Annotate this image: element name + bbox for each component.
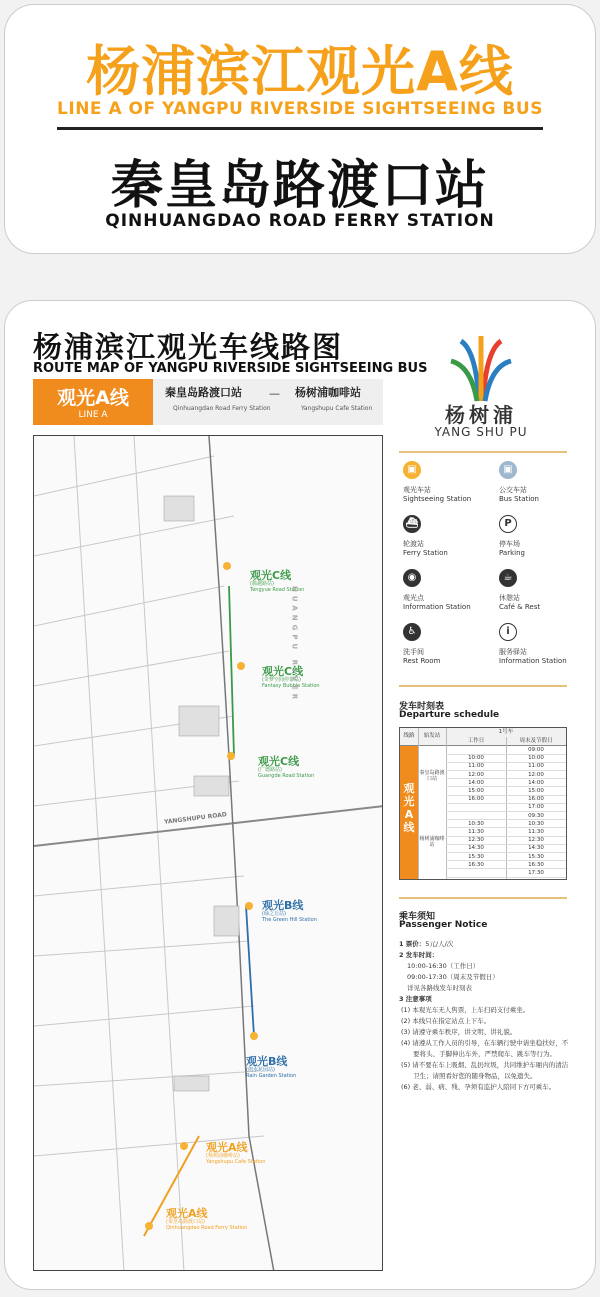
legend-item	[499, 623, 583, 665]
sched-divider	[418, 728, 419, 879]
rules-label: 3 注意事项	[399, 995, 432, 1003]
schedule-table	[399, 727, 567, 880]
notice-top-rule	[399, 897, 567, 899]
info-icon: i	[499, 623, 517, 641]
map-label-c3	[258, 756, 314, 779]
col-line: 线路	[403, 733, 415, 739]
legend-top-rule	[399, 451, 567, 453]
schedule-title-en: Departure schedule	[399, 710, 500, 720]
col-weekend: 周末及节假日	[519, 738, 553, 744]
b2-name: 观光B线	[246, 1055, 288, 1068]
a2-name: 观光A线	[166, 1207, 208, 1220]
rule-item: (2) 本线只在指定站点上下车。	[401, 1017, 491, 1025]
legend-bottom-rule	[399, 685, 567, 687]
schedule-cell-weekend: 09:30	[506, 813, 566, 821]
schedule-cell-weekend: 17:30	[506, 870, 566, 878]
a2-station-marker	[145, 1222, 153, 1230]
a1-station-marker	[180, 1142, 188, 1150]
rule-item: (3) 请遵守乘车秩序，讲文明、讲礼貌。	[401, 1028, 517, 1036]
c1-name: 观光C线	[250, 569, 292, 582]
logo-text-en: YANG SHU PU	[434, 425, 528, 439]
bus-stop-icon: ▣	[499, 461, 517, 479]
schedule-cell-weekend: 15:30	[506, 854, 566, 862]
building-marker	[214, 906, 239, 936]
legend-item	[499, 515, 583, 557]
time-weekend: 09:00-17:30（周末及节假日）	[407, 973, 499, 981]
parking-icon: P	[499, 515, 517, 533]
notice-body	[399, 939, 569, 1093]
a1-en: Yangshupu Cafe Station	[206, 1158, 266, 1165]
notice-title-en: Passenger Notice	[399, 920, 488, 930]
b2-sub: (雨水花园站)	[246, 1067, 275, 1074]
a2-en: Qinhuangdao Road Ferry Station	[166, 1224, 248, 1231]
building-marker	[174, 1076, 209, 1091]
schedule-cell-workday	[446, 813, 506, 821]
yangshupu-road	[34, 806, 383, 846]
c2-sub: (奇梦空间停靠站)	[262, 677, 301, 684]
map-road	[34, 586, 224, 626]
line-b-route	[246, 906, 254, 1036]
schedule-cell-workday: 10:00	[446, 755, 506, 763]
c3-sub: (广德路站)	[258, 767, 282, 774]
a1-sub: (杨树浦咖啡站)	[206, 1153, 240, 1160]
restroom-icon: ♿	[403, 623, 421, 641]
c2-station-marker	[237, 662, 245, 670]
map-label-a1	[206, 1142, 265, 1165]
legend-item	[403, 623, 487, 665]
schedule-cell-weekend: 09:00	[506, 747, 566, 755]
schedule-cell-weekend: 15:00	[506, 788, 566, 796]
rule-item: (6) 老、弱、病、残、孕须有监护人陪同下方可乘车。	[401, 1083, 556, 1091]
fare-value: 5元/人/次	[425, 940, 454, 948]
schedule-cell-weekend: 14:00	[506, 780, 566, 788]
map-road	[34, 651, 229, 686]
legend-label-cn: 轮渡站	[403, 540, 424, 548]
rule-item: (5) 请不要在车上吸烟、乱扔垃圾，共同维护车厢内的清洁卫生；请照看好您的随身物品，以免遗失。	[401, 1061, 569, 1080]
schedule-cell-weekend: 16:30	[506, 862, 566, 870]
schedule-cell-workday: 14:30	[446, 845, 506, 853]
map-road	[34, 516, 234, 556]
schedule-cell-weekend: 14:30	[506, 845, 566, 853]
schedule-cell-weekend: 11:30	[506, 829, 566, 837]
c3-name: 观光C线	[258, 755, 300, 768]
rule-item: (1) 本观光车无人售票，上车扫码支付乘坐。	[401, 1006, 530, 1014]
c2-name: 观光C线	[262, 665, 304, 678]
schedule-line-label: 观光A线	[400, 746, 418, 879]
legend-label-cn: 观光点	[403, 594, 424, 602]
b2-en: Rain Garden Station	[246, 1072, 297, 1079]
a1-name: 观光A线	[206, 1141, 248, 1154]
line-subtitle: LINE A OF YANGPU RIVERSIDE SIGHTSEEING BUS	[57, 99, 543, 119]
schedule-cell-weekend: 12:00	[506, 772, 566, 780]
col-station: 始发站	[423, 733, 441, 739]
route-to-station: 杨树浦咖啡站	[295, 386, 361, 399]
legend-label-cn: 服务驿站	[499, 648, 527, 656]
c1-sub: (腾越路站)	[250, 581, 274, 588]
schedule-cell-workday: 12:30	[446, 837, 506, 845]
schedule-cell-workday	[446, 870, 506, 878]
legend-label-en: Information Station	[403, 603, 471, 611]
legend-label-en: Sightseeing Station	[403, 495, 472, 503]
schedule-station-1: 秦皇岛路渡口站	[419, 770, 445, 782]
col-bus: 1号车	[498, 729, 514, 735]
map-road	[74, 436, 124, 1271]
line-c-route	[229, 586, 234, 756]
legend-label-en: Ferry Station	[403, 549, 448, 557]
road-label: YANGSHUPU ROAD	[163, 811, 228, 826]
b1-name: 观光B线	[262, 899, 304, 912]
legend-item	[403, 569, 487, 611]
schedule-title: 发车时刻表	[399, 702, 445, 712]
time-workday: 10:00-16:30（工作日）	[407, 962, 480, 970]
map-title: 杨浦滨江观光车线路图	[33, 330, 344, 364]
b1-en: The Green Hill Station	[262, 916, 317, 923]
legend-label-cn: 公交车站	[499, 486, 527, 494]
schedule-cell-weekend: 16:00	[506, 796, 566, 804]
legend-label-cn: 观光车站	[403, 486, 431, 494]
schedule-cell-workday: 11:30	[446, 829, 506, 837]
legend-label-en: Parking	[499, 549, 525, 557]
a2-sub: (秦皇岛路渡口站)	[166, 1219, 205, 1226]
notice-title: 乘车须知	[399, 912, 436, 922]
schedule-cell-workday: 15:00	[446, 788, 506, 796]
legend-label-en: Rest Room	[403, 657, 441, 665]
c3-station-marker	[227, 752, 235, 760]
legend-item	[403, 461, 487, 503]
header-divider	[57, 127, 543, 130]
b1-sub: (绿之丘站)	[262, 911, 286, 918]
c1-station-marker	[223, 562, 231, 570]
river-label: HUANGPU RIVER	[290, 586, 299, 704]
col-workday: 工作日	[467, 738, 485, 744]
schedule-cell-weekend: 11:00	[506, 763, 566, 771]
route-from-station-en: Qinhuangdao Road Ferry Station	[173, 405, 271, 412]
fare-label: 1 票价：	[399, 940, 426, 948]
line-badge	[33, 379, 153, 425]
c1-en: Tengyue Road Station	[250, 586, 305, 593]
map-road	[34, 456, 214, 496]
station-title: 秦皇岛路渡口站	[110, 156, 489, 216]
station-subtitle: QINHUANGDAO ROAD FERRY STATION	[105, 211, 495, 231]
schedule-cell-workday: 10:30	[446, 821, 506, 829]
route-map	[33, 435, 383, 1271]
building-marker	[194, 776, 229, 796]
route-from-station: 秦皇岛路渡口站	[165, 386, 242, 399]
building-marker	[179, 706, 219, 736]
schedule-cell-workday: 11:00	[446, 763, 506, 771]
legend-label-en: Bus Station	[499, 495, 539, 503]
logo-text-cn: 杨树浦	[445, 403, 517, 427]
route-dash: —	[269, 387, 280, 400]
legend-label-cn: 停车场	[499, 540, 520, 548]
c3-en: Guangde Road Station	[258, 772, 315, 779]
b2-station-marker	[250, 1032, 258, 1040]
map-label-b2	[246, 1056, 296, 1079]
map-road	[34, 941, 249, 956]
map-subtitle: ROUTE MAP OF YANGPU RIVERSIDE SIGHTSEEING BUS	[33, 361, 428, 376]
line-title: 杨浦滨江观光A线	[86, 40, 514, 103]
schedule-cell-weekend: 10:30	[506, 821, 566, 829]
time-note: 详见各路线发车时刻表	[407, 984, 472, 992]
schedule-cell-workday: 16:00	[446, 796, 506, 804]
line-badge-cn: 观光A线	[57, 387, 129, 409]
route-to-station-en: Yangshupu Cafe Station	[301, 405, 373, 412]
building-marker	[164, 496, 194, 521]
schedule-cell-workday: 15:30	[446, 854, 506, 862]
schedule-cell-workday: 12:00	[446, 772, 506, 780]
schedule-cell-workday	[446, 747, 506, 755]
fare-line	[399, 939, 569, 950]
legend-label-cn: 洗手间	[403, 648, 424, 656]
map-label-a2	[166, 1208, 247, 1231]
legend-item	[499, 569, 583, 611]
schedule-cell-weekend: 10:00	[506, 755, 566, 763]
legend-item	[403, 515, 487, 557]
bus-icon: ▣	[403, 461, 421, 479]
legend-label-cn: 休憩站	[499, 594, 520, 602]
map-road	[34, 876, 244, 896]
legend-item	[499, 461, 583, 503]
legend-label-en: Café & Rest	[499, 603, 541, 611]
schedule-cell-workday	[446, 804, 506, 812]
map-road	[134, 436, 184, 1271]
schedule-cell-workday: 16:30	[446, 862, 506, 870]
time-label: 2 发车时间：	[399, 951, 439, 959]
station-sign-header	[4, 4, 596, 254]
map-label-b1	[262, 900, 317, 923]
b1-station-marker	[245, 902, 253, 910]
camera-icon: ◉	[403, 569, 421, 587]
schedule-station-2: 杨树浦咖啡站	[419, 836, 445, 848]
c2-en: Fantasy Bubble Station	[262, 682, 320, 689]
ferry-icon: ⛴	[403, 515, 421, 533]
rule-item: (4) 请遵从工作人员的引导，在车辆行驶中请坐稳扶好，不要将头、手脚伸出车外，严禁爬车、跳车等行为。	[401, 1039, 569, 1058]
schedule-cell-weekend: 17:00	[506, 804, 566, 812]
cafe-icon: ☕	[499, 569, 517, 587]
schedule-cell-workday: 14:00	[446, 780, 506, 788]
map-road	[34, 1006, 254, 1026]
legend-label-en: Information Station	[499, 657, 567, 665]
map-road	[34, 1071, 259, 1086]
line-badge-en: LINE A	[78, 410, 108, 420]
route-bar	[33, 379, 383, 425]
route-map-board	[4, 300, 596, 1290]
schedule-cell-weekend: 12:30	[506, 837, 566, 845]
